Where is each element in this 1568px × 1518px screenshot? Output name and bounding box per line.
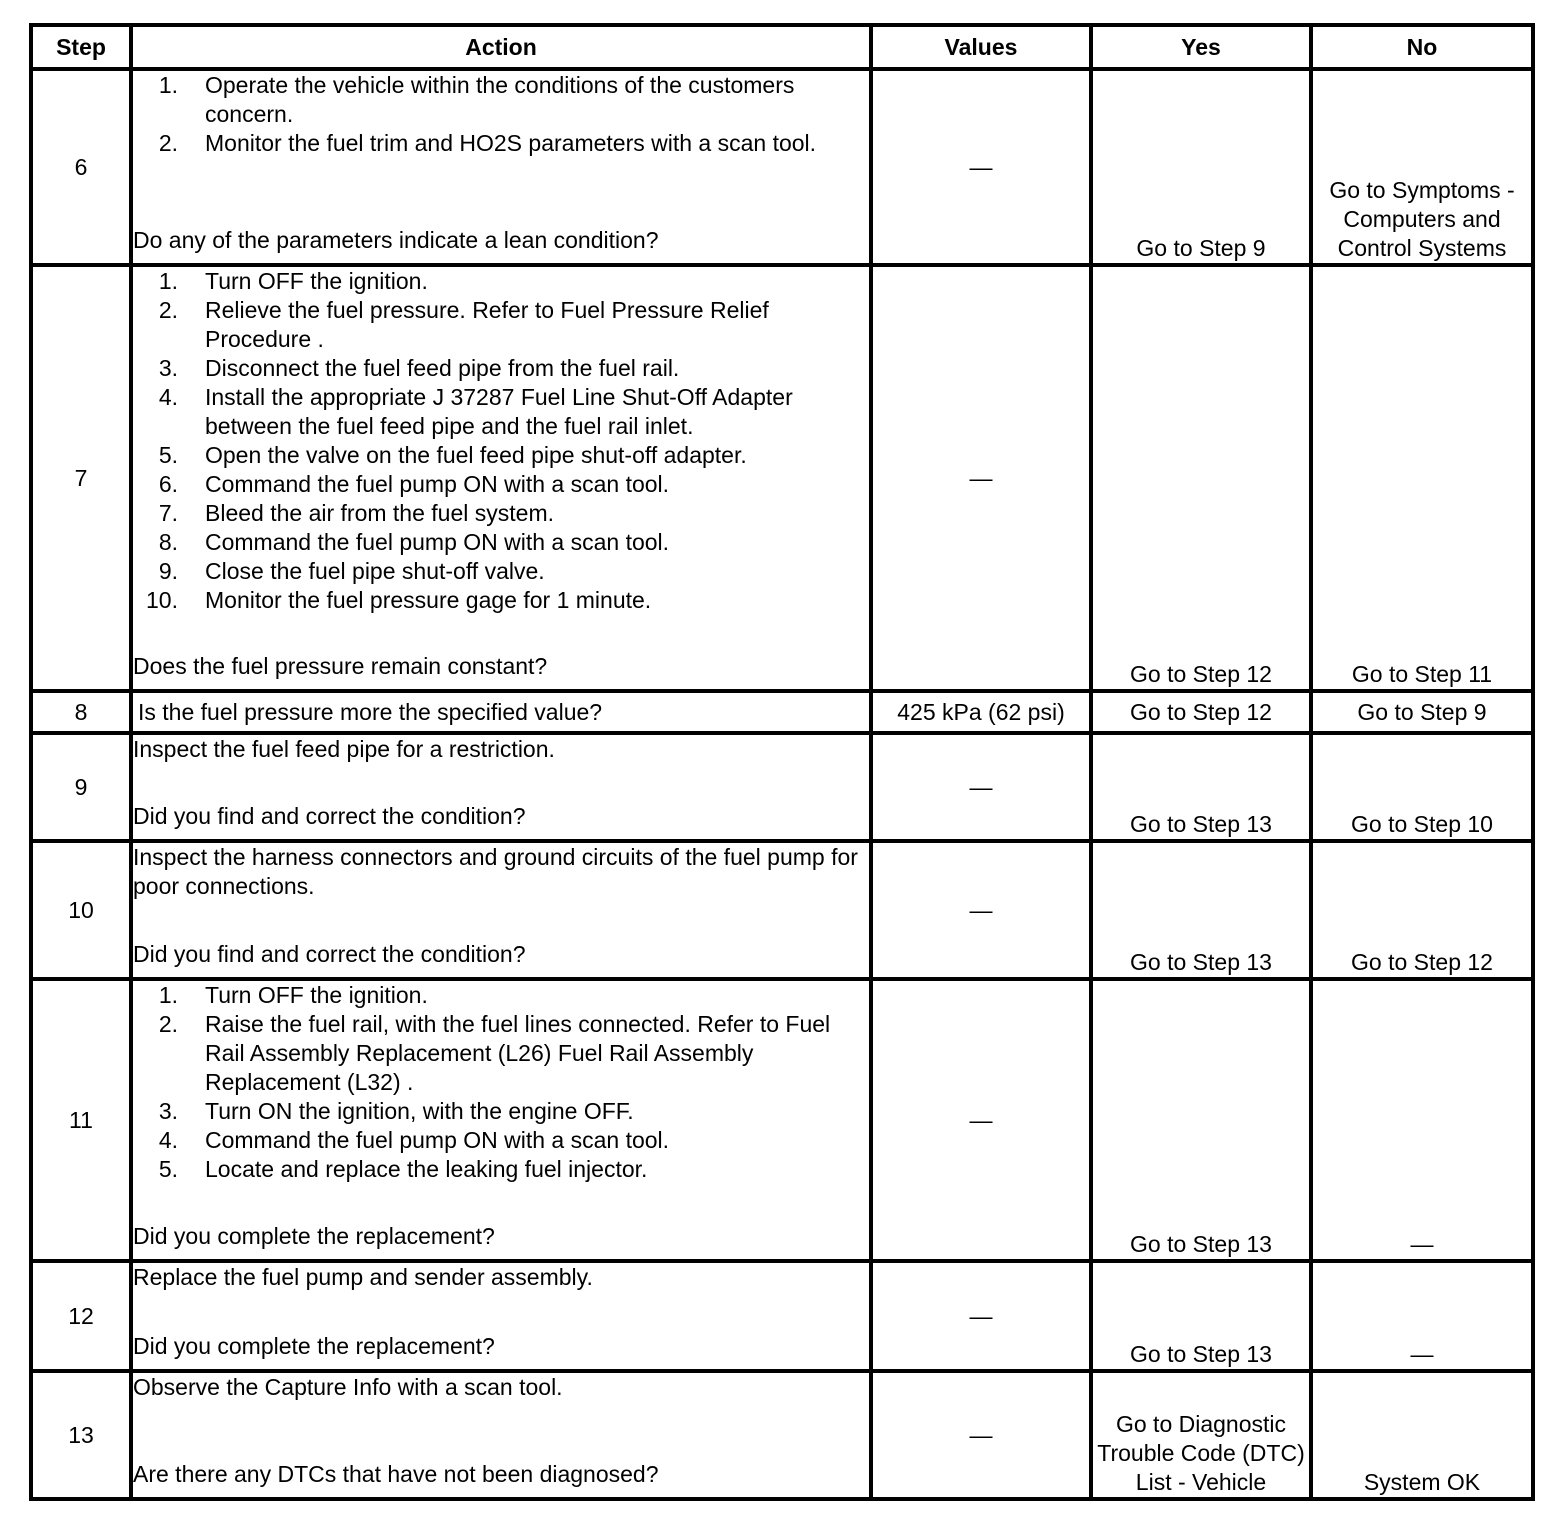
step-number: 9 — [31, 733, 131, 841]
values-cell: — — [871, 1371, 1091, 1499]
action-cell — [131, 841, 871, 979]
no-outcome: Go to Step 11 — [1311, 265, 1533, 691]
list-item-text: Turn ON the ignition, with the engine OFF. — [205, 1098, 634, 1124]
action-question: Did you complete the replacement? — [133, 1223, 495, 1249]
table-row — [31, 841, 1533, 979]
list-item-number: 4. — [158, 1127, 178, 1153]
list-item-text: Open the valve on the fuel feed pipe shut-off adapter. — [205, 442, 747, 468]
yes-outcome: Go to Step 13 — [1091, 841, 1311, 979]
list-item — [133, 1010, 869, 1097]
action-cell — [131, 733, 871, 841]
list-item-text: Install the appropriate J 37287 Fuel Line Shut-Off Adapter between the fuel feed pipe and the fuel rail inlet. — [205, 384, 793, 439]
list-item-number: 6. — [158, 471, 178, 497]
table-row — [31, 69, 1533, 265]
yes-outcome: Go to Step 12 — [1091, 265, 1311, 691]
list-item-text: Disconnect the fuel feed pipe from the fuel rail. — [205, 355, 680, 381]
action-question: Do any of the parameters indicate a lean condition? — [133, 227, 659, 253]
header-step: Step — [31, 25, 131, 69]
table-row — [31, 265, 1533, 691]
table-row — [31, 1261, 1533, 1371]
list-item-number: 3. — [158, 1098, 178, 1124]
list-item — [133, 296, 869, 354]
action-cell — [131, 265, 871, 691]
list-item — [133, 383, 869, 441]
step-number: 6 — [31, 69, 131, 265]
list-item-number: 5. — [158, 1156, 178, 1182]
values-cell: — — [871, 979, 1091, 1261]
no-outcome: Go to Step 10 — [1311, 733, 1533, 841]
yes-outcome: Go to Step 13 — [1091, 1261, 1311, 1371]
list-item — [133, 71, 869, 129]
step-number: 13 — [31, 1371, 131, 1499]
action-cell — [131, 1261, 871, 1371]
list-item — [133, 981, 869, 1010]
list-item — [133, 1155, 869, 1184]
action-instruction: Observe the Capture Info with a scan tool. — [133, 1374, 563, 1400]
values-cell: — — [871, 1261, 1091, 1371]
list-item-text: Turn OFF the ignition. — [205, 268, 428, 294]
list-item-number: 2. — [158, 297, 178, 323]
table-row — [31, 691, 1533, 733]
values-cell: — — [871, 69, 1091, 265]
list-item — [133, 354, 869, 383]
list-item-number: 2. — [158, 1011, 178, 1037]
list-item-number: 8. — [158, 529, 178, 555]
list-item — [133, 1097, 869, 1126]
action-instruction: Replace the fuel pump and sender assembly. — [133, 1264, 593, 1290]
action-question: Is the fuel pressure more the specified value? — [138, 698, 603, 725]
action-question: Are there any DTCs that have not been diagnosed? — [133, 1461, 659, 1487]
list-item-number: 1. — [158, 268, 178, 294]
no-outcome: Go to Step 12 — [1311, 841, 1533, 979]
list-item-text: Command the fuel pump ON with a scan tool. — [205, 471, 670, 497]
step-number: 8 — [31, 691, 131, 733]
list-item-text: Monitor the fuel trim and HO2S parameters with a scan tool. — [205, 130, 817, 156]
header-no: No — [1311, 25, 1533, 69]
list-item-number: 5. — [158, 442, 178, 468]
list-item-text: Turn OFF the ignition. — [205, 982, 428, 1008]
header-row — [31, 25, 1533, 69]
action-question: Does the fuel pressure remain constant? — [133, 653, 548, 679]
list-item — [133, 129, 869, 158]
yes-outcome: Go to Step 9 — [1091, 69, 1311, 265]
list-item — [133, 557, 869, 586]
action-cell — [131, 979, 871, 1261]
action-instruction: Inspect the fuel feed pipe for a restriction. — [133, 736, 555, 762]
list-item-text: Locate and replace the leaking fuel injector. — [205, 1156, 648, 1182]
action-cell — [131, 69, 871, 265]
list-item-text: Command the fuel pump ON with a scan tool. — [205, 1127, 670, 1153]
yes-outcome: Go to Diagnostic Trouble Code (DTC) List - Vehicle — [1091, 1371, 1311, 1499]
list-item — [133, 470, 869, 499]
no-outcome: — — [1311, 979, 1533, 1261]
step-number: 7 — [31, 265, 131, 691]
action-steps-list — [133, 71, 869, 158]
list-item — [133, 499, 869, 528]
list-item-text: Operate the vehicle within the conditions of the customers concern. — [205, 72, 795, 127]
action-cell — [131, 691, 871, 733]
table-row — [31, 1371, 1533, 1499]
table-body — [31, 69, 1533, 1499]
table-row — [31, 733, 1533, 841]
header-action: Action — [131, 25, 871, 69]
header-values: Values — [871, 25, 1091, 69]
no-outcome: — — [1311, 1261, 1533, 1371]
yes-outcome: Go to Step 13 — [1091, 979, 1311, 1261]
values-cell: — — [871, 733, 1091, 841]
yes-outcome: Go to Step 12 — [1091, 691, 1311, 733]
action-instruction: Inspect the harness connectors and ground circuits of the fuel pump for poor connections. — [133, 844, 858, 899]
no-outcome: System OK — [1311, 1371, 1533, 1499]
action-question: Did you complete the replacement? — [133, 1333, 495, 1359]
list-item — [133, 441, 869, 470]
list-item — [133, 586, 869, 615]
list-item-number: 2. — [158, 130, 178, 156]
list-item-number: 9. — [158, 558, 178, 584]
list-item-number: 1. — [158, 72, 178, 98]
list-item — [133, 528, 869, 557]
no-outcome: Go to Symptoms - Computers and Control Systems — [1311, 69, 1533, 265]
step-number: 12 — [31, 1261, 131, 1371]
action-question: Did you find and correct the condition? — [133, 803, 526, 829]
list-item-text: Raise the fuel rail, with the fuel lines connected. Refer to Fuel Rail Assembly Replacement (L26) Fuel Rail Assembly Replacement (L32) . — [205, 1011, 831, 1095]
values-cell: — — [871, 841, 1091, 979]
action-question: Did you find and correct the condition? — [133, 941, 526, 967]
action-cell — [131, 1371, 871, 1499]
table-row — [31, 979, 1533, 1261]
list-item-text: Monitor the fuel pressure gage for 1 minute. — [205, 587, 652, 613]
list-item-text: Close the fuel pipe shut-off valve. — [205, 558, 545, 584]
list-item — [133, 1126, 869, 1155]
diagnostic-table — [29, 23, 1535, 1501]
list-item-number: 10. — [146, 587, 178, 613]
values-cell: 425 kPa (62 psi) — [871, 691, 1091, 733]
action-steps-list — [133, 267, 869, 615]
yes-outcome: Go to Step 13 — [1091, 733, 1311, 841]
list-item-number: 3. — [158, 355, 178, 381]
values-cell: — — [871, 265, 1091, 691]
list-item-text: Relieve the fuel pressure. Refer to Fuel Pressure Relief Procedure . — [205, 297, 769, 352]
list-item-number: 1. — [158, 982, 178, 1008]
header-yes: Yes — [1091, 25, 1311, 69]
action-steps-list — [133, 981, 869, 1184]
list-item-text: Bleed the air from the fuel system. — [205, 500, 554, 526]
list-item-number: 4. — [158, 384, 178, 410]
no-outcome: Go to Step 9 — [1311, 691, 1533, 733]
list-item-text: Command the fuel pump ON with a scan tool. — [205, 529, 670, 555]
list-item-number: 7. — [158, 500, 178, 526]
step-number: 10 — [31, 841, 131, 979]
step-number: 11 — [31, 979, 131, 1261]
list-item — [133, 267, 869, 296]
